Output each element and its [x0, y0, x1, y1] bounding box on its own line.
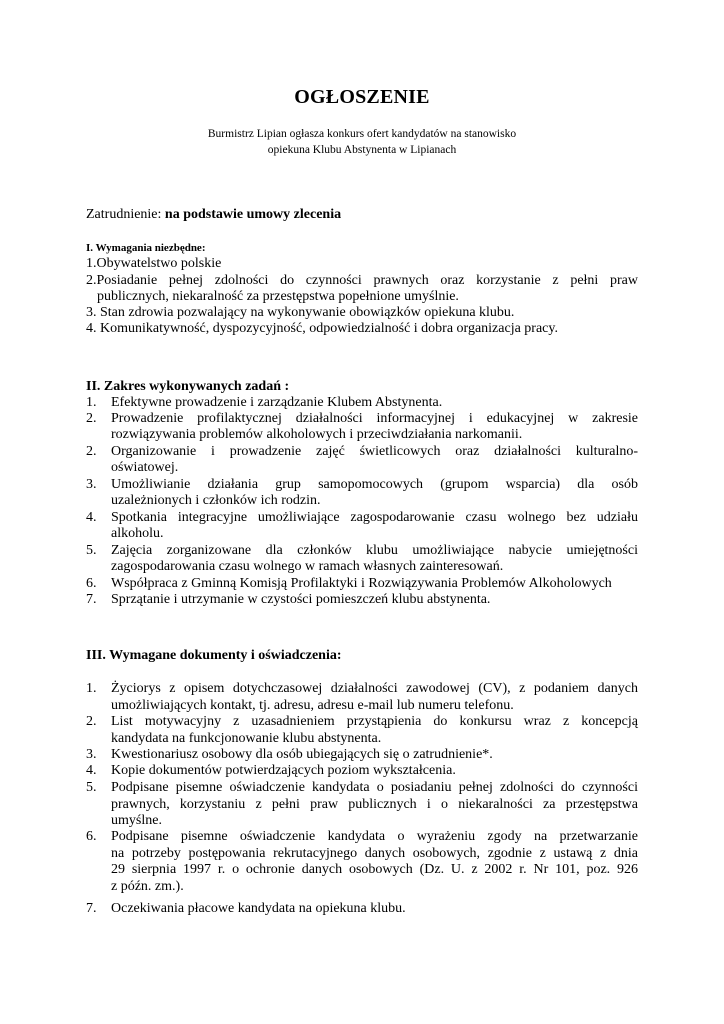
- task-item-number: 6.: [86, 576, 97, 591]
- document-item-text: 29 sierpnia 1997 r. o ochronie danych osobowych (Dz. U. z 2002 r. Nr 101, poz. 926: [111, 862, 638, 877]
- subtitle: [86, 126, 638, 158]
- document-item-text: Kwestionariusz osobowy dla osób ubiegających się o zatrudnienie*.: [111, 747, 493, 762]
- document-item-text: na potrzeby postępowania rekrutacyjnego danych osobowych, zgodnie z ustawą z dnia: [111, 845, 638, 861]
- task-item-number: 1.: [86, 395, 97, 410]
- document-item-number: 7.: [86, 901, 97, 916]
- document-item-text: Kopie dokumentów potwierdzających poziom wykształcenia.: [111, 763, 456, 778]
- requirement-3: 3. Stan zdrowia pozwalający na wykonywanie obowiązków opiekuna klubu.: [86, 305, 515, 320]
- requirement-1: 1.Obywatelstwo polskie: [86, 256, 222, 271]
- task-item-text: uzależnionych i członków ich rodzin.: [111, 493, 321, 508]
- document-item-number: 6.: [86, 829, 97, 844]
- document-item-number: 1.: [86, 681, 97, 696]
- task-item-text: Sprzątanie i utrzymanie w czystości pomieszczeń klubu abstynenta.: [111, 592, 491, 607]
- document-item-text: umyślne.: [111, 813, 162, 828]
- document-item-text: List motywacyjny z uzasadnieniem przystąpienia do konkursu wraz z koncepcją: [111, 714, 638, 729]
- document-item-text: Podpisane pisemne oświadczenie kandydata o posiadaniu pełnej zdolności do czynności: [111, 780, 638, 795]
- subtitle-line-2: opiekuna Klubu Abstynenta w Lipianach: [267, 144, 457, 156]
- task-item-text: rozwiązywania problemów alkoholowych i przeciwdziałania narkomanii.: [111, 427, 523, 442]
- section-3-heading: III. Wymagane dokumenty i oświadczenia:: [86, 648, 342, 663]
- task-item-number: 2.: [86, 411, 97, 426]
- task-item-text: zagospodarowania czasu wolnego w ramach własnych zainteresowań.: [111, 559, 504, 574]
- requirement-2: 2.Posiadanie pełnej zdolności do czynności prawnych oraz korzystanie z pełni praw: [86, 273, 638, 288]
- document-item-text: Podpisane pisemne oświadczenie kandydata o wyrażeniu zgody na przetwarzanie: [111, 829, 638, 844]
- document-item-text: umożliwiających kontakt, tj. adresu, adresu e-mail lub numeru telefonu.: [111, 697, 514, 713]
- section-1-heading: I. Wymagania niezbędne:: [86, 242, 206, 254]
- task-item-text: oświatowej.: [111, 460, 179, 475]
- task-item-text: Umożliwianie działania grup samopomocowych (grupom wsparcia) dla osób: [111, 477, 638, 492]
- task-item-text: Spotkania integracyjne umożliwiające zagospodarowanie czasu wolnego bez udziału: [111, 510, 638, 525]
- document-item-number: 2.: [86, 714, 97, 729]
- task-item-text: Współpraca z Gminną Komisją Profilaktyki i Rozwiązywania Problemów Alkoholowych: [111, 576, 612, 591]
- subtitle-line-1: Burmistrz Lipian ogłasza konkurs ofert kandydatów na stanowisko: [207, 128, 517, 140]
- employment-value: na podstawie umowy zlecenia: [164, 207, 342, 222]
- task-item-text: Organizowanie i prowadzenie zajęć świetlicowych oraz działalności kulturalno-: [111, 444, 638, 459]
- task-item-text: Prowadzenie profilaktycznej działalności informacyjnej i edukacyjnej w zakresie: [111, 411, 638, 426]
- document-item-text: Życiorys z opisem dotychczasowej działalności zawodowej (CV), z podaniem danych: [111, 681, 638, 696]
- document-item-number: 4.: [86, 763, 97, 778]
- task-item-number: 7.: [86, 592, 97, 607]
- document-item-text: z późn. zm.).: [111, 878, 184, 894]
- task-item-number: 2.: [86, 444, 97, 459]
- task-item-text: alkoholu.: [111, 526, 164, 541]
- task-item-number: 4.: [86, 510, 97, 525]
- employment-label: Zatrudnienie:: [86, 207, 165, 222]
- page-title: OGŁOSZENIE: [294, 86, 430, 108]
- document-item-text: prawnych, korzystaniu z pełni praw publicznych i o niekaralności za przestępstwa: [111, 796, 638, 812]
- document-item-number: 5.: [86, 780, 97, 795]
- task-item-text: Efektywne prowadzenie i zarządzanie Klubem Abstynenta.: [111, 395, 443, 410]
- document-item-text: Oczekiwania płacowe kandydata na opiekuna klubu.: [111, 901, 406, 916]
- document-item-number: 3.: [86, 747, 97, 762]
- document-item-text: kandydata na funkcjonowanie klubu abstynenta.: [111, 730, 382, 746]
- task-item-text: Zajęcia zorganizowane dla członków klubu umożliwiające nabycie umiejętności: [111, 543, 638, 558]
- requirement-4: 4. Komunikatywność, dyspozycyjność, odpowiedzialność i dobra organizacja pracy.: [86, 321, 558, 336]
- section-2-heading: II. Zakres wykonywanych zadań :: [86, 379, 290, 394]
- task-item-number: 5.: [86, 543, 97, 558]
- task-item-number: 3.: [86, 477, 97, 492]
- employment-line: [86, 207, 638, 223]
- requirement-2-cont: publicznych, niekaralność za przestępstwa popełnione umyślnie.: [97, 289, 459, 304]
